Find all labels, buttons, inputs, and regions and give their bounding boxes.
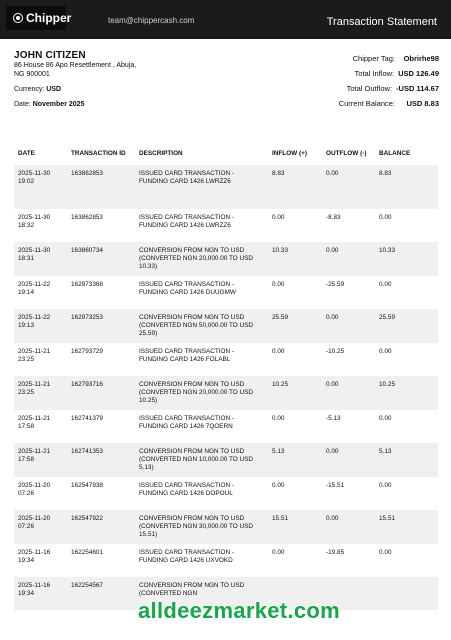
cell-outflow: -5.13: [326, 415, 341, 422]
table-header-row: [14, 143, 438, 165]
current-balance-row: [339, 96, 439, 111]
cell-outflow: 0.00: [322, 242, 375, 276]
total-outflow-label: Total Outflow:: [346, 84, 393, 93]
date-label: Date:: [14, 101, 31, 108]
cell-inflow: 0.00: [272, 348, 285, 355]
customer-info: [14, 50, 144, 109]
cell-date: 2025-11-30 19:02: [14, 165, 67, 209]
total-inflow-row: [339, 66, 439, 81]
cell-outflow: 0.00: [322, 165, 375, 209]
cell-balance: 0.00: [379, 214, 392, 221]
cell-transaction-id: 162741379: [71, 415, 103, 422]
table-row: [14, 477, 438, 510]
cell-balance: 5.13: [375, 443, 438, 477]
table-row: [14, 209, 438, 242]
table-row: [14, 376, 438, 410]
table-row: [14, 410, 438, 443]
total-inflow-value: USD 126.49: [398, 69, 439, 78]
cell-inflow: 10.33: [268, 242, 322, 276]
table-row: [14, 309, 438, 343]
cell-transaction-id: 162254567: [67, 577, 135, 610]
cell-date: 2025-11-21 17:58: [18, 415, 51, 430]
total-outflow-value: -USD 114.67: [396, 84, 439, 93]
cell-transaction-id: 162254601: [71, 549, 103, 556]
column-header-description: DESCRIPTION: [139, 150, 183, 157]
cell-date: 2025-11-16 19:34: [18, 549, 51, 564]
cell-outflow: -19.85: [326, 549, 345, 556]
cell-inflow: 10.25: [268, 376, 322, 410]
customer-name: JOHN CITIZEN: [14, 50, 86, 61]
chipper-logo-icon: [13, 13, 23, 23]
cell-description: CONVERSION FROM NGN TO USD (CONVERTED NGN 50,000.00 TO USD 25.59): [135, 309, 268, 343]
table-row: [14, 510, 438, 544]
cell-date: 2025-11-20 07:26: [18, 482, 51, 497]
total-inflow-label: Total Inflow:: [354, 69, 395, 78]
statement-header: [0, 0, 451, 39]
column-header-inflow: INFLOW (+): [272, 150, 307, 157]
account-summary: [339, 51, 439, 111]
cell-description: ISSUED CARD TRANSACTION - FUNDING CARD 1426 DUUGMW: [139, 281, 236, 296]
cell-outflow: 0.00: [322, 443, 375, 477]
cell-inflow: 15.51: [268, 510, 322, 544]
cell-inflow: 25.59: [268, 309, 322, 343]
cell-balance: 0.00: [379, 348, 392, 355]
cell-transaction-id: 162793716: [67, 376, 135, 410]
cell-inflow: 0.00: [272, 281, 285, 288]
cell-inflow: 5.13: [268, 443, 322, 477]
transactions-table: [14, 143, 438, 610]
cell-description: ISSUED CARD TRANSACTION - FUNDING CARD 1426 7QOERN: [139, 415, 235, 430]
column-header-outflow: OUTFLOW (-): [326, 150, 367, 157]
cell-transaction-id: 162793729: [71, 348, 103, 355]
cell-outflow: -8.83: [326, 214, 341, 221]
cell-outflow: -10.25: [326, 348, 345, 355]
cell-balance: 8.83: [375, 165, 438, 209]
cell-description: CONVERSION FROM NGN TO USD (CONVERTED NGN: [135, 577, 268, 610]
currency-value: USD: [46, 86, 62, 93]
watermark-text: alldeezmarket.com: [138, 598, 340, 623]
table-row: [14, 443, 438, 477]
cell-outflow: -25.59: [326, 281, 345, 288]
cell-inflow: 8.83: [268, 165, 322, 209]
cell-description: CONVERSION FROM NGN TO USD (CONVERTED NGN 20,000.00 TO USD 10.33): [135, 242, 268, 276]
cell-transaction-id: 162547938: [71, 482, 103, 489]
brand-name: Chipper: [26, 11, 72, 25]
currency-row: [14, 85, 144, 94]
cell-transaction-id: 162547922: [67, 510, 135, 544]
date-row: [14, 100, 144, 109]
cell-transaction-id: 162741353: [67, 443, 135, 477]
total-outflow-row: [339, 81, 439, 96]
cell-description: ISSUED CARD TRANSACTION - FUNDING CARD 1426 LWRZZ6: [135, 165, 268, 209]
cell-balance: 25.59: [375, 309, 438, 343]
cell-date: 2025-11-30 18:32: [18, 214, 51, 229]
cell-date: 2025-11-21 17:58: [14, 443, 67, 477]
cell-transaction-id: 163862853: [67, 165, 135, 209]
currency-label: Currency:: [14, 86, 45, 93]
cell-inflow: 0.00: [272, 482, 285, 489]
cell-description: ISSUED CARD TRANSACTION - FUNDING CARD 1426 FOLABL: [139, 348, 235, 363]
column-header-balance: BALANCE: [379, 150, 411, 157]
cell-description: CONVERSION FROM NGN TO USD (CONVERTED NGN 10,000.00 TO USD 5.13): [135, 443, 268, 477]
table-row: [14, 544, 438, 577]
current-balance-value: USD 8.83: [406, 99, 439, 108]
cell-balance: 10.33: [375, 242, 438, 276]
cell-date: 2025-11-21 23:25: [18, 348, 51, 363]
cell-balance: 0.00: [379, 549, 392, 556]
current-balance-label: Current Balance:: [338, 99, 395, 108]
cell-transaction-id: 162973368: [71, 281, 103, 288]
cell-description: ISSUED CARD TRANSACTION - FUNDING CARD 1426 UXVOKD: [139, 549, 235, 564]
cell-outflow: -15.51: [326, 482, 345, 489]
cell-date: 2025-11-30 18:31: [14, 242, 67, 276]
cell-description: CONVERSION FROM NGN TO USD (CONVERTED NGN 30,000.00 TO USD 15.51): [135, 510, 268, 544]
cell-transaction-id: 162973253: [67, 309, 135, 343]
cell-balance: [375, 577, 438, 610]
table-row: [14, 242, 438, 276]
cell-description: ISSUED CARD TRANSACTION - FUNDING CARD 1426 LWRZZ6: [139, 214, 235, 229]
chipper-logo: [6, 6, 72, 30]
column-header-transaction-id: TRANSACTION ID: [71, 150, 126, 157]
cell-date: 2025-11-21 23:25: [14, 376, 67, 410]
cell-date: 2025-11-22 19:13: [14, 309, 67, 343]
cell-balance: 0.00: [379, 482, 392, 489]
cell-balance: 10.25: [375, 376, 438, 410]
statement-title: Transaction Statement: [326, 16, 437, 28]
cell-transaction-id: 163862853: [71, 214, 103, 221]
cell-inflow: 0.00: [272, 415, 285, 422]
cell-inflow: 0.00: [272, 549, 285, 556]
table-row: [14, 343, 438, 376]
cell-date: 2025-11-22 19:14: [18, 281, 51, 296]
table-row: [14, 276, 438, 309]
cell-outflow: 0.00: [322, 376, 375, 410]
cell-outflow: 0.00: [322, 510, 375, 544]
cell-transaction-id: 163860734: [67, 242, 135, 276]
cell-outflow: 0.00: [322, 309, 375, 343]
cell-inflow: 0.00: [272, 214, 285, 221]
cell-description: ISSUED CARD TRANSACTION - FUNDING CARD 1426 DOPOUL: [139, 482, 235, 497]
cell-date: 2025-11-16 19:34: [14, 577, 67, 610]
cell-balance: 15.51: [375, 510, 438, 544]
cell-balance: 0.00: [379, 415, 392, 422]
support-email: team@chippercash.com: [108, 16, 195, 25]
chipper-tag-row: [339, 51, 439, 66]
customer-address: 86 House 86 Apo Resettlement , Abuja, NG 900001: [14, 62, 137, 78]
chipper-tag-value: Obrirhe98: [403, 54, 439, 63]
cell-description: CONVERSION FROM NGN TO USD (CONVERTED NGN 20,000.00 TO USD 10.25): [135, 376, 268, 410]
cell-date: 2025-11-20 07:26: [14, 510, 67, 544]
cell-balance: 0.00: [379, 281, 392, 288]
date-value: November 2025: [32, 101, 85, 108]
column-header-date: DATE: [18, 150, 35, 157]
table-row: [14, 165, 438, 209]
chipper-tag-label: Chipper Tag:: [352, 54, 395, 63]
